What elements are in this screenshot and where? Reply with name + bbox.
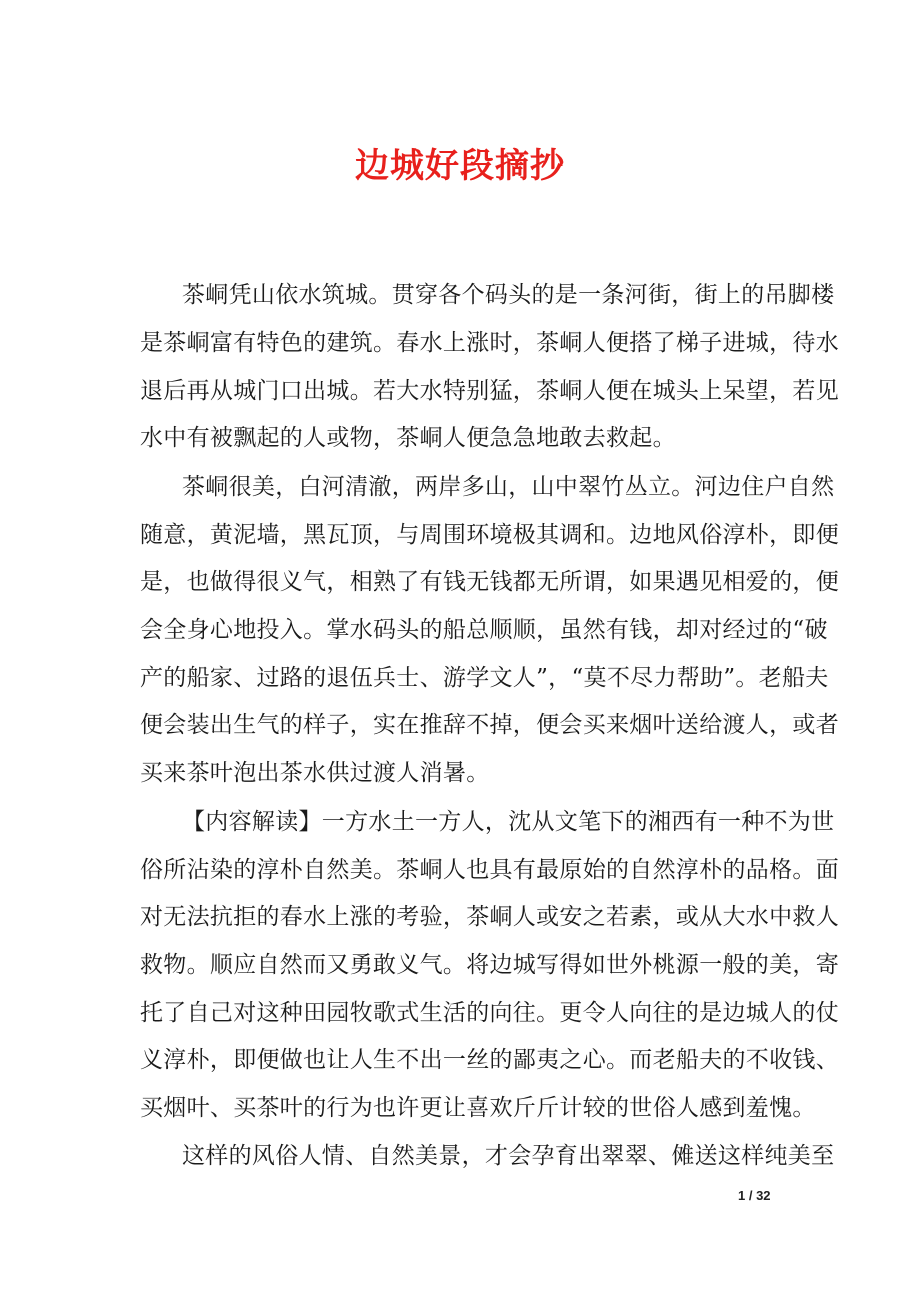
paragraph-line: 救物。顺应自然而又勇敢义气。将边城写得如世外桃源一般的美，寄	[140, 952, 839, 978]
paragraph-line: 茶峒凭山依水筑城。贯穿各个码头的是一条河街，街上的吊脚楼	[182, 282, 835, 308]
paragraph-line: 是茶峒富有特色的建筑。春水上涨时，茶峒人便搭了梯子进城，待水	[140, 330, 839, 356]
document-title: 边城好段摘抄	[355, 146, 565, 186]
paragraph-line: 义淳朴，即便做也让人生不出一丝的鄙夷之心。而老船夫的不收钱、	[140, 1047, 839, 1073]
paragraph-line: 俗所沾染的淳朴自然美。茶峒人也具有最原始的自然淳朴的品格。面	[140, 857, 839, 883]
paragraph-line: 买烟叶、买茶叶的行为也许更让喜欢斤斤计较的世俗人感到羞愧。	[140, 1095, 816, 1121]
paragraph-line: 是，也做得很义气，相熟了有钱无钱都无所谓，如果遇见相爱的，便	[140, 569, 839, 595]
paragraph-line: 水中有被飘起的人或物，茶峒人便急急地敢去救起。	[140, 425, 676, 451]
paragraph-line: 会全身心地投入。掌水码头的船总顺顺，虽然有钱，却对经过的“破	[140, 617, 828, 643]
paragraph-line: 这样的风俗人情、自然美景，才会孕育出翠翠、傩送这样纯美至	[182, 1143, 835, 1169]
paragraph-line: 便会装出生气的样子，实在推辞不掉，便会买来烟叶送给渡人，或者	[140, 712, 839, 738]
paragraph-line: 产的船家、过路的退伍兵士、游学文人”，“莫不尽力帮助”。老船夫	[140, 665, 829, 691]
paragraph-line: 【内容解读】一方水土一方人，沈从文笔下的湘西有一种不为世	[182, 809, 835, 835]
paragraph-line: 随意，黄泥墙，黑瓦顶，与周围环境极其调和。边地风俗淳朴，即便	[140, 522, 839, 548]
page-number: 1 / 32	[738, 1188, 771, 1203]
paragraph-line: 退后再从城门口出城。若大水特别猛，茶峒人便在城头上呆望，若见	[140, 378, 839, 404]
paragraph-line: 对无法抗拒的春水上涨的考验，茶峒人或安之若素，或从大水中救人	[140, 904, 839, 930]
paragraph-line: 托了自己对这种田园牧歌式生活的向往。更令人向往的是边城人的仗	[140, 1000, 839, 1026]
paragraph-line: 茶峒很美，白河清澈，两岸多山，山中翠竹丛立。河边住户自然	[182, 474, 835, 500]
paragraph-line: 买来茶叶泡出茶水供过渡人消暑。	[140, 760, 490, 786]
